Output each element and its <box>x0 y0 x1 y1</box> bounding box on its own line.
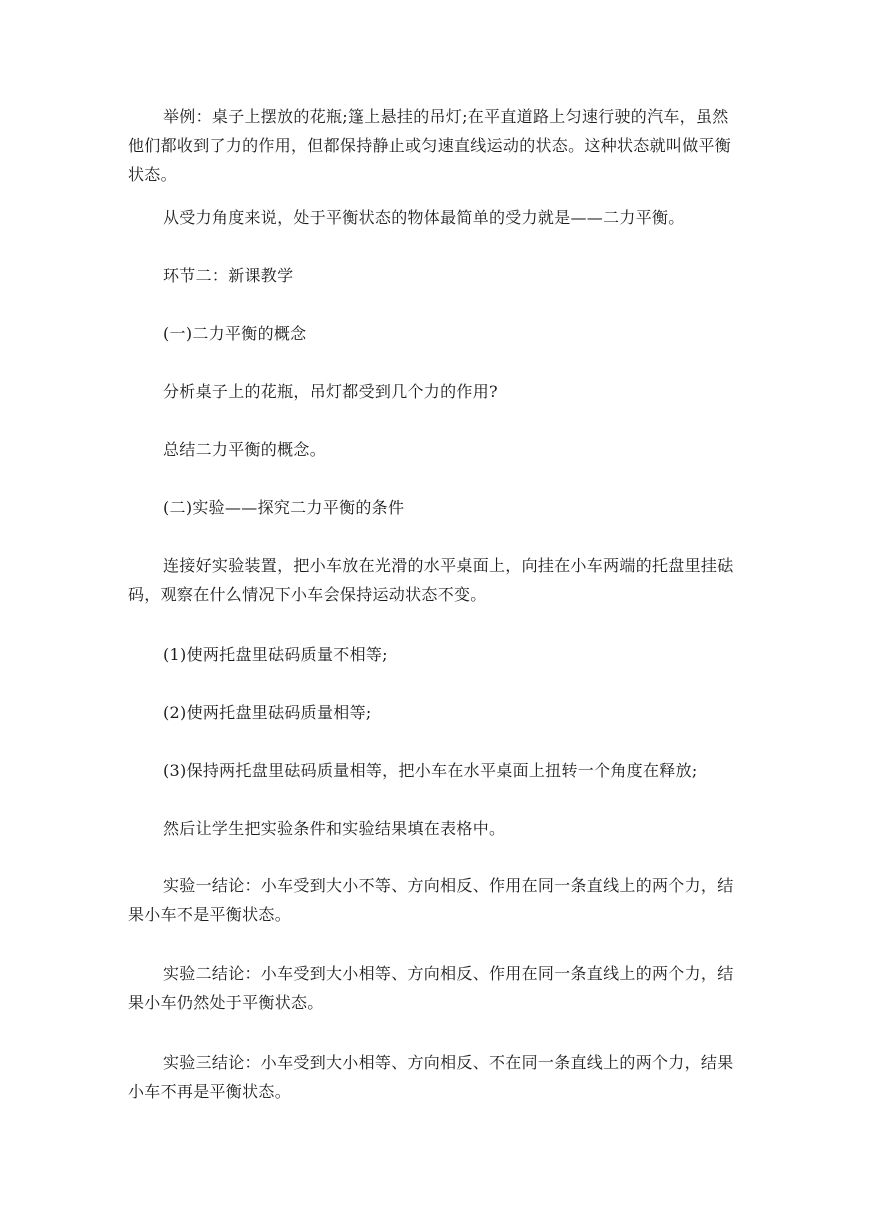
paragraph-step-3: (3)保持两托盘里砝码质量相等，把小车在水平桌面上扭转一个角度在释放; <box>163 761 698 780</box>
paragraph-conclusion-2: 实验二结论：小车受到大小相等、方向相反、作用在同一条直线上的两个力，结果小车仍然处于平衡状态。 <box>128 964 734 1012</box>
paragraph-section-two-heading: 环节二：新课教学 <box>163 266 294 285</box>
paragraph-analysis-question: 分析桌子上的花瓶，吊灯都受到几个力的作用? <box>163 382 498 401</box>
paragraph-step-2: (2)使两托盘里砝码质量相等; <box>163 703 372 722</box>
paragraph-experiment-heading: (二)实验——探究二力平衡的条件 <box>163 498 405 517</box>
paragraph-example: 举例：桌子上摆放的花瓶;篷上悬挂的吊灯;在平直道路上匀速行驶的汽车，虽然他们都收到了力的作用，但都保持静止或匀速直线运动的状态。这种状态就叫做平衡状态。 <box>128 107 732 184</box>
paragraph-conclusion-3: 实验三结论：小车受到大小相等、方向相反、不在同一条直线上的两个力，结果小车不再是平衡状态。 <box>128 1053 734 1101</box>
paragraph-experiment-setup: 连接好实验装置，把小车放在光滑的水平桌面上，向挂在小车两端的托盘里挂砝码，观察在什么情况下小车会保持运动状态不变。 <box>128 556 734 604</box>
paragraph-step-1: (1)使两托盘里砝码质量不相等; <box>163 645 388 664</box>
paragraph-summary: 总结二力平衡的概念。 <box>163 440 327 459</box>
paragraph-concept-heading: (一)二力平衡的概念 <box>163 324 307 343</box>
paragraph-fill-table: 然后让学生把实验条件和实验结果填在表格中。 <box>163 819 506 838</box>
paragraph-force-perspective: 从受力角度来说，处于平衡状态的物体最简单的受力就是——二力平衡。 <box>163 208 685 227</box>
paragraph-conclusion-1: 实验一结论：小车受到大小不等、方向相反、作用在同一条直线上的两个力，结果小车不是平衡状态。 <box>128 876 734 924</box>
